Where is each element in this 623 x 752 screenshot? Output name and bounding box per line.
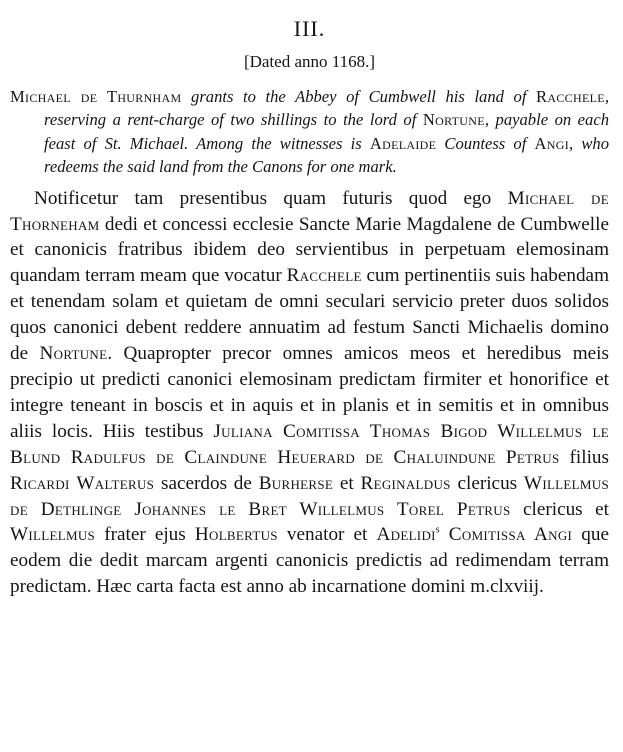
- place-name: Burherse: [258, 472, 334, 494]
- place-name: Racchele: [286, 265, 362, 287]
- place-name: Nortune: [39, 343, 108, 365]
- witness-names: Willelmus: [10, 524, 96, 546]
- charter-text: Notificetur tam presentibus quam futuris quod ego Michael de Thorneham dedi et concessi ecclesie Sancte Marie Magdalene de Cumbwelle et canonicis fratribus ibidem deo servientibus in perpetuam elemosinam quandam terram meam que vocatur Racchele cum pertinentiis suis habendam et tenendam solam et quietam de omni seculari servicio preter duos solidos quos canonici debent reddere annuatim ad festum Sancti Michaelis domino de Nortune. Quapropter precor omnes amicos meos et heredibus meis precipio ut predicti canonici elemosinam predictam firmiter et honorifice et integre teneant in boscis et in aquis et in planis et in semitis et in omnibus aliis locis. Hiis testibus Juliana Comitissa Thomas Bigod Willelmus le Blund Radulfus de Claindune Heuerard de Chaluindune Petrus filius Ricardi Walterus sacerdos de Burherse et Reginaldus clericus Willelmus de Dethlinge Johannes le Bret Willelmus Torel Petrus clericus et Willelmus frater ejus Holbertus venator et Adelidi$^s$ Comitissa Angi que eodem die dedit marcam argenti canonicis predictis ad redimendam terram predictam. Hæc carta facta est anno ab incarnatione domini m.clxviij.: [10, 187, 609, 598]
- charter-summary: Michael de Thurnham grants to the Abbey of Cumbwell his land of Racchele, reserving a rent-charge of two shillings to the lord of Nortune, payable on each feast of St. Michael. Among the witnesses is Adelaide Countess of Angi, who redeems the said land from the Canons for one mark.: [10, 87, 610, 177]
- witness-names: Adelidi: [376, 524, 436, 546]
- grantor-name: Michael de Thorneham: [10, 187, 609, 235]
- charter-number: III.: [293, 16, 326, 41]
- witness-names: Holbertus: [194, 524, 278, 546]
- witness-names: Comitissa Angi: [448, 524, 573, 546]
- witness-names: Juliana Comitissa Thomas Bigod Willelmus le Blund Radulfus de Claindune Heuerard de Chaluindune Petrus: [10, 420, 609, 468]
- place-name: Angi: [534, 133, 570, 153]
- superscript-letter: s: [435, 525, 440, 537]
- person-name: Adelaide: [369, 133, 437, 153]
- place-name: Racchele: [536, 87, 605, 106]
- witness-names: Reginaldus: [360, 472, 451, 494]
- witness-names: Willelmus de Dethlinge Johannes le Bret Willelmus Torel Petrus: [10, 472, 609, 520]
- witness-names: Ricardi Walterus: [10, 472, 155, 494]
- place-name: Nortune: [422, 110, 485, 130]
- grantor-name: Michael de Thurnham: [10, 87, 182, 106]
- date-note: [Dated anno 1168.]: [243, 52, 376, 71]
